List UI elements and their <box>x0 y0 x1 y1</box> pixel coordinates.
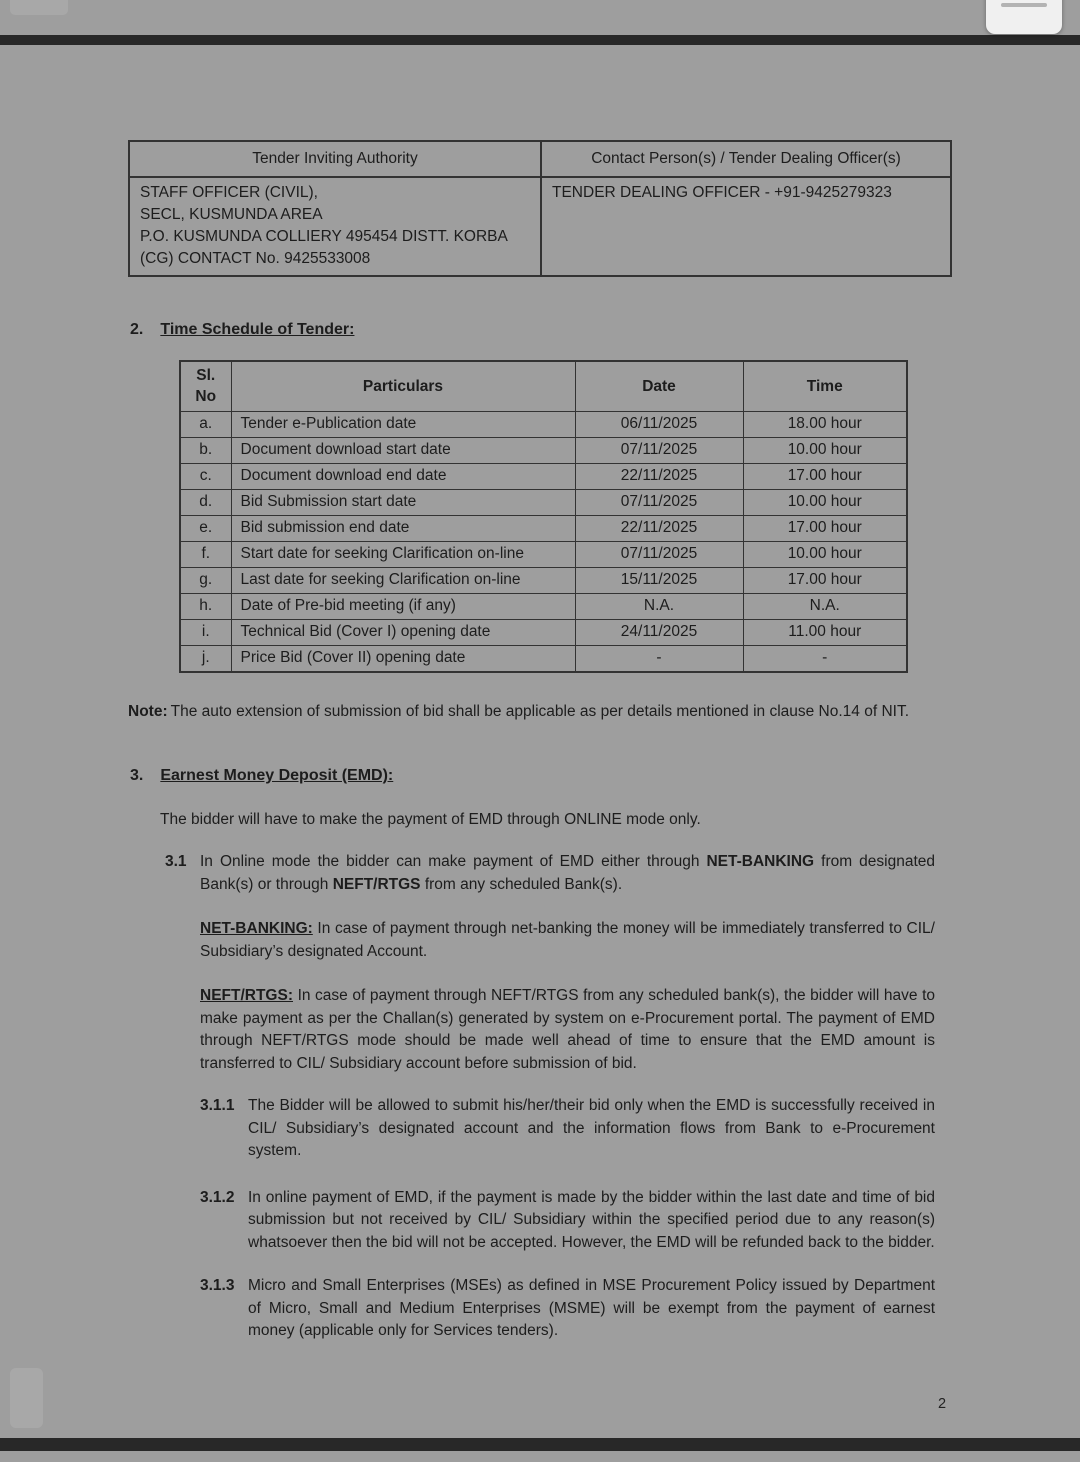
table-row <box>180 541 907 567</box>
scroll-handle[interactable] <box>986 0 1062 34</box>
clause-number: 3.1.2 <box>200 1188 235 1206</box>
row-date: 07/11/2025 <box>575 541 743 567</box>
note-paragraph <box>128 701 950 724</box>
row-particulars: Date of Pre-bid meeting (if any) <box>231 593 575 619</box>
header-time: Time <box>743 361 907 412</box>
row-time: 10.00 hour <box>743 489 907 515</box>
note-text: The auto extension of submission of bid shall be applicable as per details mentioned in clause No.14 of NIT. <box>170 702 910 720</box>
authority-line: SECL, KUSMUNDA AREA <box>140 206 323 223</box>
contact-table-header-authority: Tender Inviting Authority <box>129 141 541 177</box>
section2-number: 2. <box>130 321 144 338</box>
row-date: 07/11/2025 <box>575 489 743 515</box>
row-time: 10.00 hour <box>743 541 907 567</box>
row-particulars: Tender e-Publication date <box>231 411 575 437</box>
net-banking-paragraph <box>200 918 935 963</box>
section2-heading <box>130 319 950 342</box>
table-row <box>180 515 907 541</box>
row-time: 17.00 hour <box>743 463 907 489</box>
row-particulars: Start date for seeking Clarification on-line <box>231 541 575 567</box>
row-sl: j. <box>180 645 231 672</box>
clause-3-1-1 <box>200 1095 935 1163</box>
row-particulars: Last date for seeking Clarification on-line <box>231 567 575 593</box>
row-date: 22/11/2025 <box>575 515 743 541</box>
net-banking-text: In case of payment through net-banking the money will be immediately transferred to CIL/ Subsidiary’s designated Account. <box>200 920 935 960</box>
document-page <box>0 45 1080 1343</box>
page-artifact-top-left <box>10 0 68 15</box>
row-date: 22/11/2025 <box>575 463 743 489</box>
authority-line: P.O. KUSMUNDA COLLIERY 495454 DISTT. KORBA <box>140 228 508 245</box>
row-particulars: Technical Bid (Cover I) opening date <box>231 619 575 645</box>
row-time: 11.00 hour <box>743 619 907 645</box>
header-particulars: Particulars <box>231 361 575 412</box>
neft-rtgs-text: In case of payment through NEFT/RTGS from any scheduled bank(s), the bidder will have to make payment as per the Challan(s) generated by system on e-Procurement portal. The payment of EMD through NEFT/RTGS mode should be made well ahead of time to ensure that the EMD amount is transferred to CIL/ Subsidiary account before submission of bid. <box>200 987 935 1072</box>
row-sl: d. <box>180 489 231 515</box>
clause-text: In online payment of EMD, if the payment is made by the bidder within the last date and time of bid submission but not received by CIL/ Subsidiary within the specified period due to any reason(s) whatsoever then the bid will not be accepted. However, the EMD will be refunded back to the bidder. <box>248 1188 935 1251</box>
row-time: 10.00 hour <box>743 437 907 463</box>
page-separator-top <box>0 35 1080 45</box>
contact-table <box>128 140 952 277</box>
tender-inviting-authority-cell <box>129 177 541 276</box>
table-row <box>180 593 907 619</box>
clause-text: The Bidder will be allowed to submit his/her/their bid only when the EMD is successfully received in CIL/ Subsidiary’s designated account and the information flows from Bank to e-Procurement system. <box>248 1097 935 1159</box>
table-row <box>180 463 907 489</box>
row-time: N.A. <box>743 593 907 619</box>
row-particulars: Price Bid (Cover II) opening date <box>231 645 575 672</box>
authority-line: STAFF OFFICER (CIVIL), <box>140 184 318 201</box>
row-particulars: Document download end date <box>231 463 575 489</box>
page-artifact-bottom-left <box>10 1368 43 1428</box>
emd-intro-paragraph: The bidder will have to make the payment of EMD through ONLINE mode only. <box>160 810 701 828</box>
table-row <box>180 567 907 593</box>
clause-text: Micro and Small Enterprises (MSEs) as defined in MSE Procurement Policy issued by Department of Micro, Small and Medium Enterprises (MSME) will be exempt from the payment of earnest money (applicable only for Services tenders). <box>248 1277 935 1339</box>
row-date: 15/11/2025 <box>575 567 743 593</box>
row-date: 24/11/2025 <box>575 619 743 645</box>
table-row <box>180 619 907 645</box>
row-date: 07/11/2025 <box>575 437 743 463</box>
section3-number: 3. <box>130 767 144 784</box>
row-time: 17.00 hour <box>743 567 907 593</box>
table-row <box>180 437 907 463</box>
row-sl: a. <box>180 411 231 437</box>
table-row <box>180 489 907 515</box>
section3-heading <box>130 765 950 788</box>
note-label: Note: <box>128 702 168 720</box>
authority-line: (CG) CONTACT No. 9425533008 <box>140 250 371 267</box>
page-number: 2 <box>938 1396 947 1412</box>
clause-number: 3.1.3 <box>200 1277 235 1294</box>
row-particulars: Bid Submission start date <box>231 489 575 515</box>
row-sl: e. <box>180 515 231 541</box>
page-separator-bottom <box>0 1438 1080 1451</box>
row-time: 17.00 hour <box>743 515 907 541</box>
contact-table-header-contact: Contact Person(s) / Tender Dealing Officer(s) <box>541 141 951 177</box>
tender-dealing-officer-cell: TENDER DEALING OFFICER - +91-9425279323 <box>541 177 951 276</box>
net-banking-label: NET-BANKING: <box>200 920 313 937</box>
table-row <box>180 411 907 437</box>
row-date: N.A. <box>575 593 743 619</box>
row-particulars: Bid submission end date <box>231 515 575 541</box>
schedule-header-row <box>180 361 907 412</box>
row-sl: h. <box>180 593 231 619</box>
header-date: Date <box>575 361 743 412</box>
clause-number: 3.1 <box>165 853 187 870</box>
neft-rtgs-label: NEFT/RTGS: <box>200 987 293 1004</box>
clause-number: 3.1.1 <box>200 1097 235 1114</box>
row-sl: c. <box>180 463 231 489</box>
section3-title: Earnest Money Deposit (EMD): <box>160 767 394 784</box>
clause-3-1-2 <box>200 1187 935 1255</box>
row-sl: f. <box>180 541 231 567</box>
grip-line-icon <box>1001 3 1047 7</box>
row-sl: i. <box>180 619 231 645</box>
clause-3-1 <box>165 851 935 896</box>
row-time: - <box>743 645 907 672</box>
header-sl-no: Sl. No <box>180 361 231 412</box>
row-sl: b. <box>180 437 231 463</box>
row-time: 18.00 hour <box>743 411 907 437</box>
time-schedule-table <box>179 360 908 673</box>
row-particulars: Document download start date <box>231 437 575 463</box>
table-row <box>180 645 907 672</box>
section2-title: Time Schedule of Tender: <box>160 321 355 338</box>
row-date: - <box>575 645 743 672</box>
row-sl: g. <box>180 567 231 593</box>
neft-rtgs-paragraph <box>200 985 935 1075</box>
row-date: 06/11/2025 <box>575 411 743 437</box>
clause-3-1-3 <box>200 1275 935 1343</box>
clause-text: In Online mode the bidder can make payment of EMD either through NET-BANKING from designated Bank(s) or through NEFT/RTGS from any scheduled Bank(s). <box>200 853 935 893</box>
